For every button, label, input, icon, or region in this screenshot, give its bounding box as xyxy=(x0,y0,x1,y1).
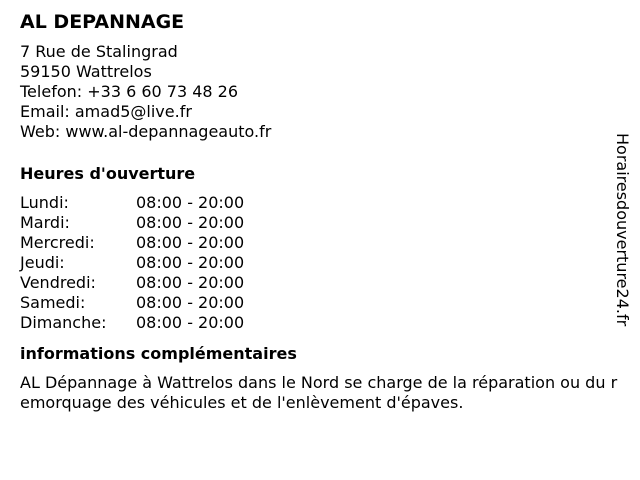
hours-row xyxy=(20,313,620,333)
email-line: Email: amad5@live.fr xyxy=(20,102,192,121)
business-name: AL DEPANNAGE xyxy=(20,11,185,33)
hours-day: Jeudi: xyxy=(20,253,65,272)
hours-day: Vendredi: xyxy=(20,273,96,292)
hours-row xyxy=(20,233,620,253)
web-line: Web: www.al-depannageauto.fr xyxy=(20,122,272,141)
hours-day: Mardi: xyxy=(20,213,70,232)
hours-time: 08:00 - 20:00 xyxy=(136,313,245,332)
info-description: AL Dépannage à Wattrelos dans le Nord se charge de la réparation ou du remorquage des véhicules et de l'enlèvement d'épaves. xyxy=(20,373,618,412)
hours-day: Lundi: xyxy=(20,193,69,212)
hours-time: 08:00 - 20:00 xyxy=(136,193,245,212)
info-heading: informations complémentaires xyxy=(20,344,297,363)
hours-day: Dimanche: xyxy=(20,313,107,332)
hours-day: Samedi: xyxy=(20,293,86,312)
hours-row xyxy=(20,213,620,233)
phone-line: Telefon: +33 6 60 73 48 26 xyxy=(20,82,239,101)
hours-row xyxy=(20,293,620,313)
hours-table xyxy=(20,193,620,333)
hours-heading: Heures d'ouverture xyxy=(20,164,196,183)
hours-time: 08:00 - 20:00 xyxy=(136,253,245,272)
hours-row xyxy=(20,193,620,213)
hours-time: 08:00 - 20:00 xyxy=(136,233,245,252)
address-city: 59150 Wattrelos xyxy=(20,62,152,81)
hours-row xyxy=(20,253,620,273)
hours-time: 08:00 - 20:00 xyxy=(136,293,245,312)
hours-row xyxy=(20,273,620,293)
hours-time: 08:00 - 20:00 xyxy=(136,213,245,232)
business-card xyxy=(20,12,620,413)
hours-day: Mercredi: xyxy=(20,233,95,252)
brand-watermark: Horairesdouverture24.fr xyxy=(613,133,632,327)
hours-time: 08:00 - 20:00 xyxy=(136,273,245,292)
address-street: 7 Rue de Stalingrad xyxy=(20,42,178,61)
